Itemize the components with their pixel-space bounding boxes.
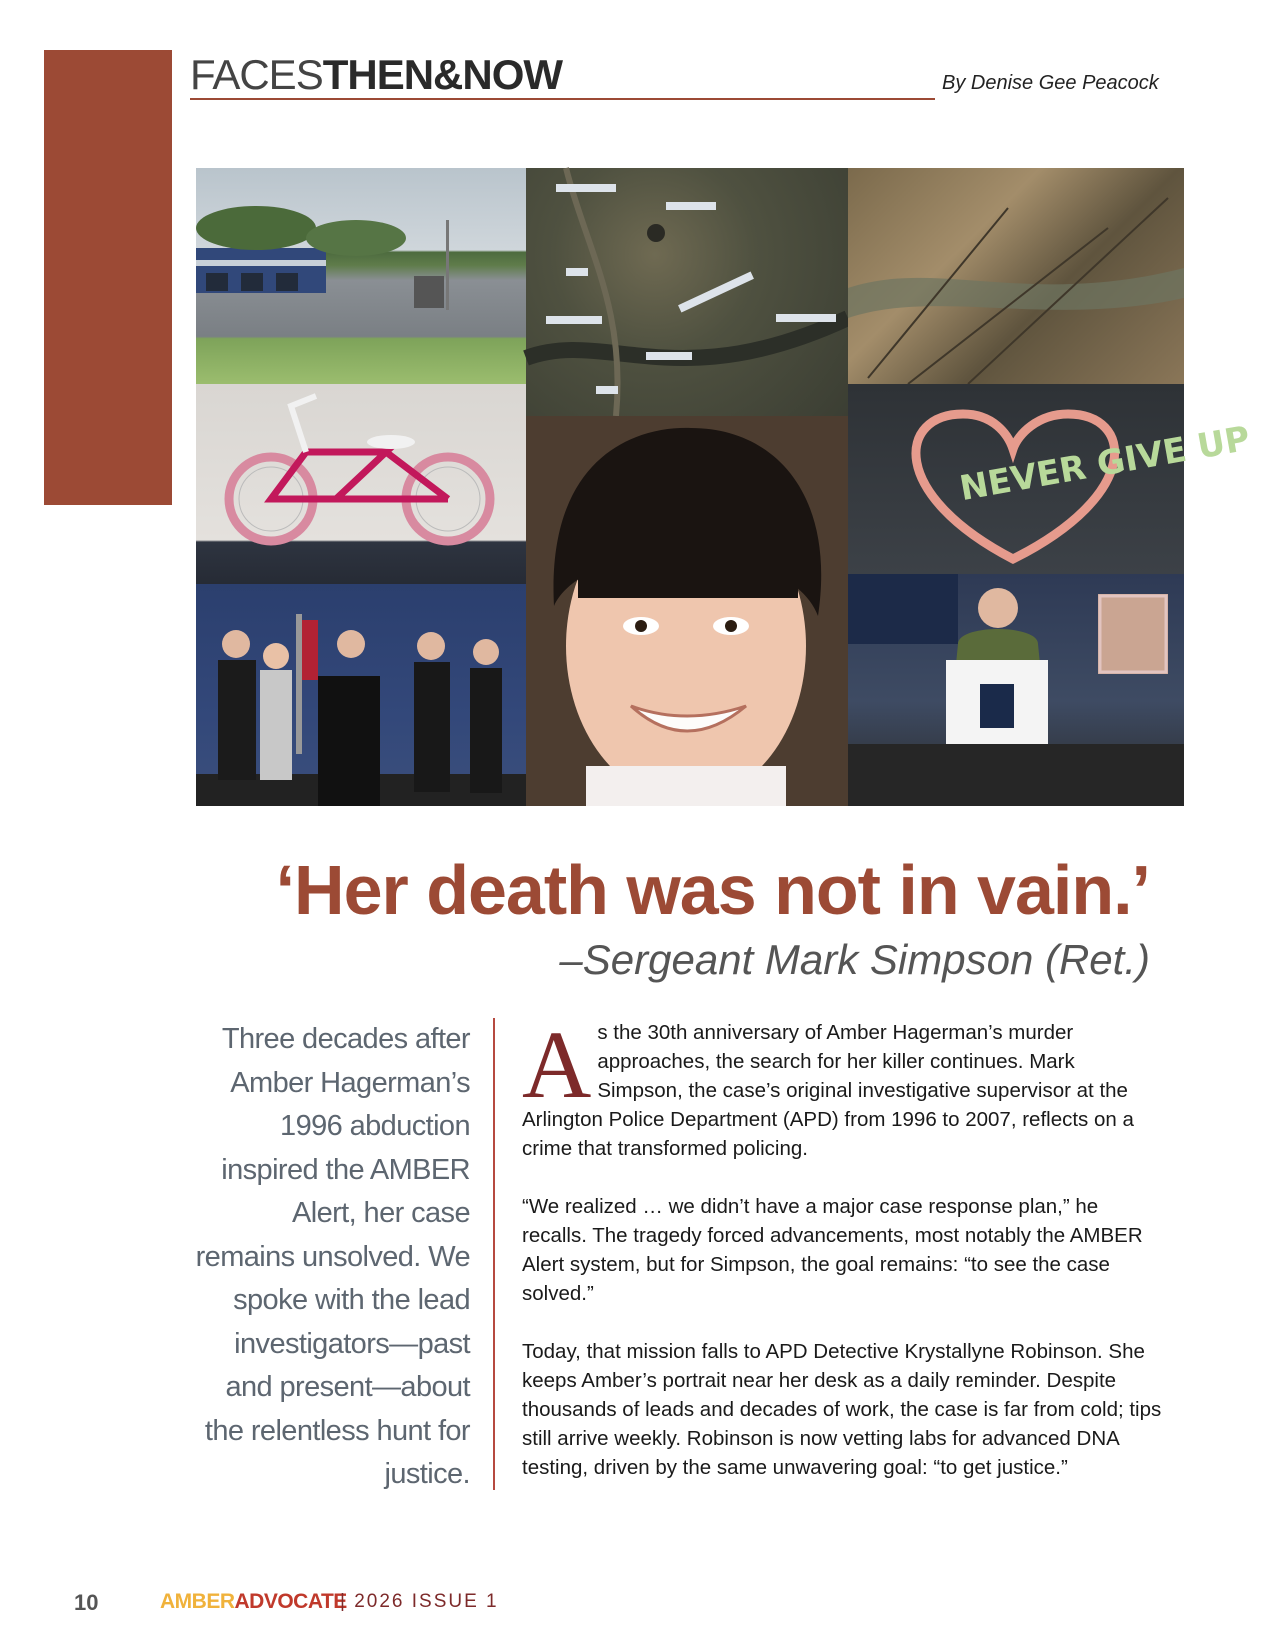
- strip-mall-photo: [196, 168, 526, 384]
- page-number: 10: [74, 1590, 99, 1615]
- body-paragraph-1: [522, 1011, 1162, 1163]
- drop-cap: A: [522, 1011, 592, 1118]
- amber-advocate-logo: [160, 1590, 347, 1614]
- amber-portrait-photo: [526, 416, 848, 806]
- logo-advocate-text: ADVOCATE: [234, 1590, 347, 1613]
- heart-illustration: [848, 384, 1253, 574]
- body-paragraph-3: Today, that mission falls to APD Detective Krystallyne Robinson. She keeps Amber’s portrait near her desk as a daily reminder. Despite thousands of leads and decades of work, the case is far from cold; tips still arrive weekly. Robinson is now vetting labs for advanced DNA testing, driven by the same unwavering goal: “to get justice.”: [522, 1340, 1162, 1479]
- heart-text: NEVER GIVE UP: [956, 418, 1253, 510]
- article-deck: Three decades after Amber Hagerman’s 1996 abduction inspired the AMBER Alert, her case remains unsolved. We spoke with the lead investigators—past and present—about the relentless hunt for justice.: [195, 1023, 470, 1490]
- pink-bicycle-photo: [196, 384, 526, 584]
- body-paragraph-2: “We realized … we didn’t have a major case response plan,” he recalls. The tragedy forced advancements, most notably the AMBER Alert system, but for Simpson, the goal remains: “to see the case solved.”: [522, 1195, 1143, 1305]
- page-footer: [0, 1582, 1275, 1622]
- creek-photo: [848, 168, 1184, 384]
- logo-amber-text: AMBER: [160, 1590, 235, 1613]
- press-conference-illustration: [196, 584, 526, 806]
- quote-attribution: –Sergeant Mark Simpson (Ret.): [559, 936, 1150, 983]
- detective-desk-photo: [848, 574, 1184, 806]
- pull-quote: ‘Her death was not in vain.’: [275, 851, 1150, 929]
- section-title: [190, 52, 562, 98]
- accent-bar: [44, 50, 172, 505]
- article-body: [522, 1011, 1162, 1511]
- photo-collage: [196, 168, 1253, 806]
- press-conference-photo: [196, 584, 526, 806]
- issue-label: | 2026 ISSUE 1: [340, 1591, 499, 1612]
- aerial-map-illustration: [526, 168, 848, 416]
- bicycle-illustration: [196, 384, 526, 584]
- creek-illustration: [848, 168, 1184, 384]
- section-title-bold: THEN&NOW: [322, 51, 563, 98]
- body-paragraph-1-text: s the 30th anniversary of Amber Hagerman’s murder approaches, the search for her killer continues. Mark Simpson, the case’s original investigative supervisor at the Arlington Police Department (APD) from 1996 to 2007, reflects on a crime that transformed policing.: [522, 1021, 1134, 1160]
- aerial-map-photo: [526, 168, 848, 416]
- column-divider: [493, 1018, 495, 1490]
- byline: By Denise Gee Peacock: [942, 72, 1159, 94]
- strip-mall-illustration: [196, 168, 526, 384]
- portrait-illustration: [526, 416, 848, 806]
- never-give-up-heart-photo: [848, 384, 1253, 574]
- section-title-thin: FACES: [190, 51, 323, 98]
- masthead: [190, 52, 935, 100]
- detective-illustration: [848, 574, 1184, 806]
